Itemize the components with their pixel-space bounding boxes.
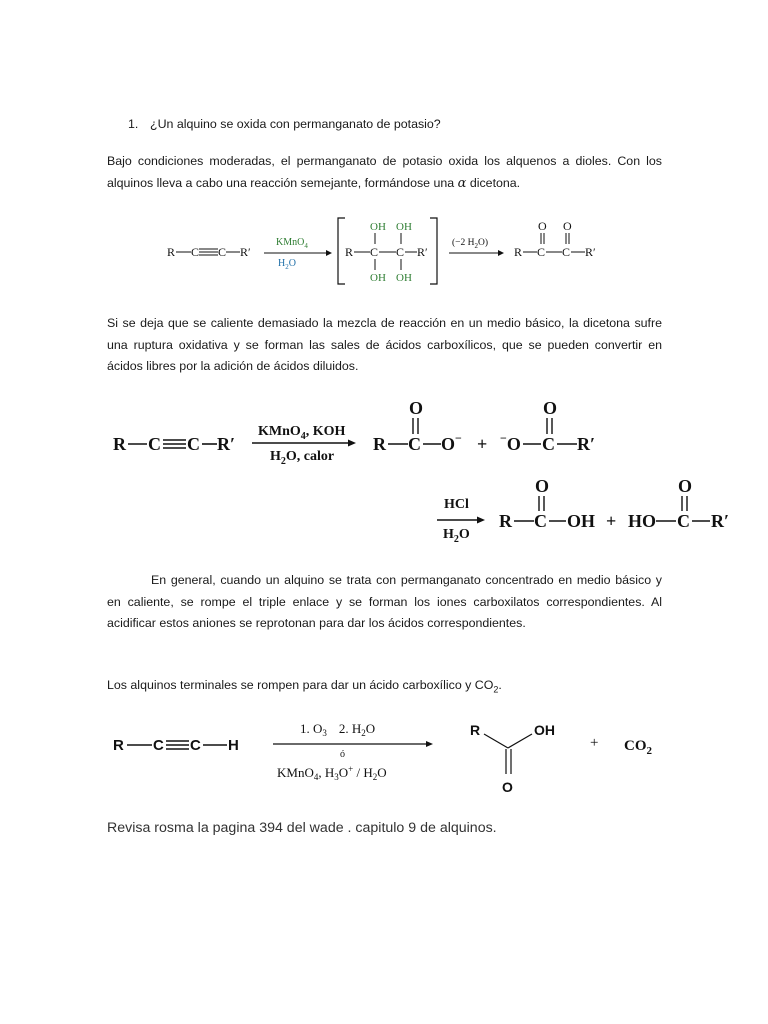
question-text: ¿Un alquino se oxida con permanganato de potasio?	[150, 117, 441, 131]
r3-plus: +	[606, 511, 617, 531]
r3-reagent-bottom: $H_2O$	[443, 527, 470, 545]
paragraph-1-text: Bajo condiciones moderadas, el permanganato de potasio oxida los alquenos a dioles. Con los alquinos lleva a cabo una reacción semejante, formándose una	[107, 154, 662, 190]
r1-reagent-kmno4: KMnO$_4$	[276, 237, 308, 250]
r3-p2-ho: HO	[628, 511, 657, 531]
paragraph-1-tail: dicetona.	[466, 175, 521, 190]
r1-int-oh-3: OH	[370, 272, 386, 284]
reaction-2-scheme	[0, 390, 768, 560]
paragraph-terminales	[107, 675, 667, 701]
r1-reagent-h2o: $H_2O$	[278, 258, 296, 271]
r2-p2-rprime: R′	[577, 434, 596, 454]
paragraph-reference: Revisa rosma la pagina 394 del wade . capitulo 9 de alquinos.	[107, 820, 497, 836]
r1-int-oh-1: OH	[370, 221, 386, 233]
paragraph-dioles	[107, 151, 662, 194]
paragraph-4-subscript: 2	[493, 684, 499, 695]
r4-prod-oh: OH	[534, 722, 555, 738]
r2-p1-o-top: O	[409, 398, 424, 418]
reaction-4-scheme	[0, 700, 768, 810]
paragraph-4-tail: .	[498, 678, 502, 692]
r4-reactant-r: R	[113, 737, 124, 754]
r2-reactant-r: R	[113, 434, 126, 454]
r4-prod-r: R	[470, 722, 481, 738]
r2-p1-r: R	[373, 434, 386, 454]
r4-plus: +	[590, 735, 599, 751]
paragraph-3-text: En general, cuando un alquino se trata con permanganato concentrado en medio básico y en caliente, se rompe el triple enlace y se forman los iones carboxilatos correspondientes. Al acidificar estos aniones se reprotonan para dar los ácidos correspondientes.	[107, 573, 662, 630]
question-number: 1.	[128, 117, 139, 131]
r3-p1-c: C	[534, 511, 547, 531]
r2-p2-c: C	[542, 434, 555, 454]
r4-reactant-c1: C	[153, 737, 164, 754]
alpha-symbol: α	[457, 175, 467, 191]
paragraph-general	[107, 570, 662, 635]
r1-step2-label: (−2 $H_2O$)	[452, 238, 489, 250]
r4-prod-o: O	[502, 779, 513, 795]
r1-prod-r: R	[514, 245, 523, 259]
r1-left-bracket	[338, 218, 345, 284]
r4-reagent-bottom: KMnO$_4$, $H_3O^+ / H_2O$	[277, 764, 387, 782]
r3-p1-r: R	[499, 511, 512, 531]
r1-prod-o1: O	[538, 219, 547, 233]
r3-p2-o-top: O	[678, 476, 693, 496]
r2-reactant-rprime: R′	[217, 434, 236, 454]
r1-reactant-c1: C	[191, 245, 200, 259]
r1-int-rprime: R′	[417, 245, 428, 259]
r1-int-oh-2: OH	[396, 221, 412, 233]
r1-right-bracket	[430, 218, 437, 284]
r3-p2-c: C	[677, 511, 690, 531]
r1-prod-rprime: R′	[585, 245, 596, 259]
r1-prod-c2: C	[562, 245, 571, 259]
r1-prod-c1: C	[537, 245, 546, 259]
r4-reagent-or: ó	[340, 749, 345, 760]
r1-prod-o2: O	[563, 219, 572, 233]
r3-p2-rprime: R′	[711, 511, 730, 531]
r1-int-r: R	[345, 245, 354, 259]
paragraph-ruptura: Si se deja que se caliente demasiado la mezcla de reacción en un medio básico, la dicetona sufre una ruptura oxidativa y se forman las sales de ácidos carboxílicos, que se pueden convertir en ácidos libres por la adición de ácidos diluidos.	[107, 316, 662, 373]
r2-p2-o-top: O	[543, 398, 558, 418]
r1-int-oh-4: OH	[396, 272, 412, 284]
r3-p1-o-top: O	[535, 476, 550, 496]
r2-p1-o-minus: O−	[441, 431, 462, 454]
r3-reagent-top: HCl	[444, 497, 469, 512]
r1-reactant-c2: C	[218, 245, 227, 259]
r4-reagent-top: 1. $O_3$ 2. $H_2O$	[300, 721, 376, 738]
r4-reactant-h: H	[228, 737, 239, 754]
r2-p1-c: C	[408, 434, 421, 454]
r1-int-c1: C	[370, 245, 379, 259]
r2-plus: +	[477, 434, 488, 454]
r1-int-c2: C	[396, 245, 405, 259]
r3-p1-oh: OH	[567, 511, 596, 531]
r4-co2: $CO_2$	[624, 738, 652, 757]
question	[128, 114, 688, 136]
r2-reactant-c1: C	[148, 434, 161, 454]
r2-p2-o-minus: −O	[500, 431, 521, 454]
paragraph-4-text: Los alquinos terminales se rompen para dar un ácido carboxílico y CO	[107, 678, 494, 692]
r1-reactant-rprime: R′	[240, 245, 251, 259]
r2-reagent-bottom: $H_2O$, calor	[270, 449, 335, 467]
r2-reactant-c2: C	[187, 434, 200, 454]
r4-reactant-c2: C	[190, 737, 201, 754]
r2-reagent-top: KMnO$_4$, KOH	[258, 424, 346, 442]
r1-reactant-r: R	[167, 245, 176, 259]
